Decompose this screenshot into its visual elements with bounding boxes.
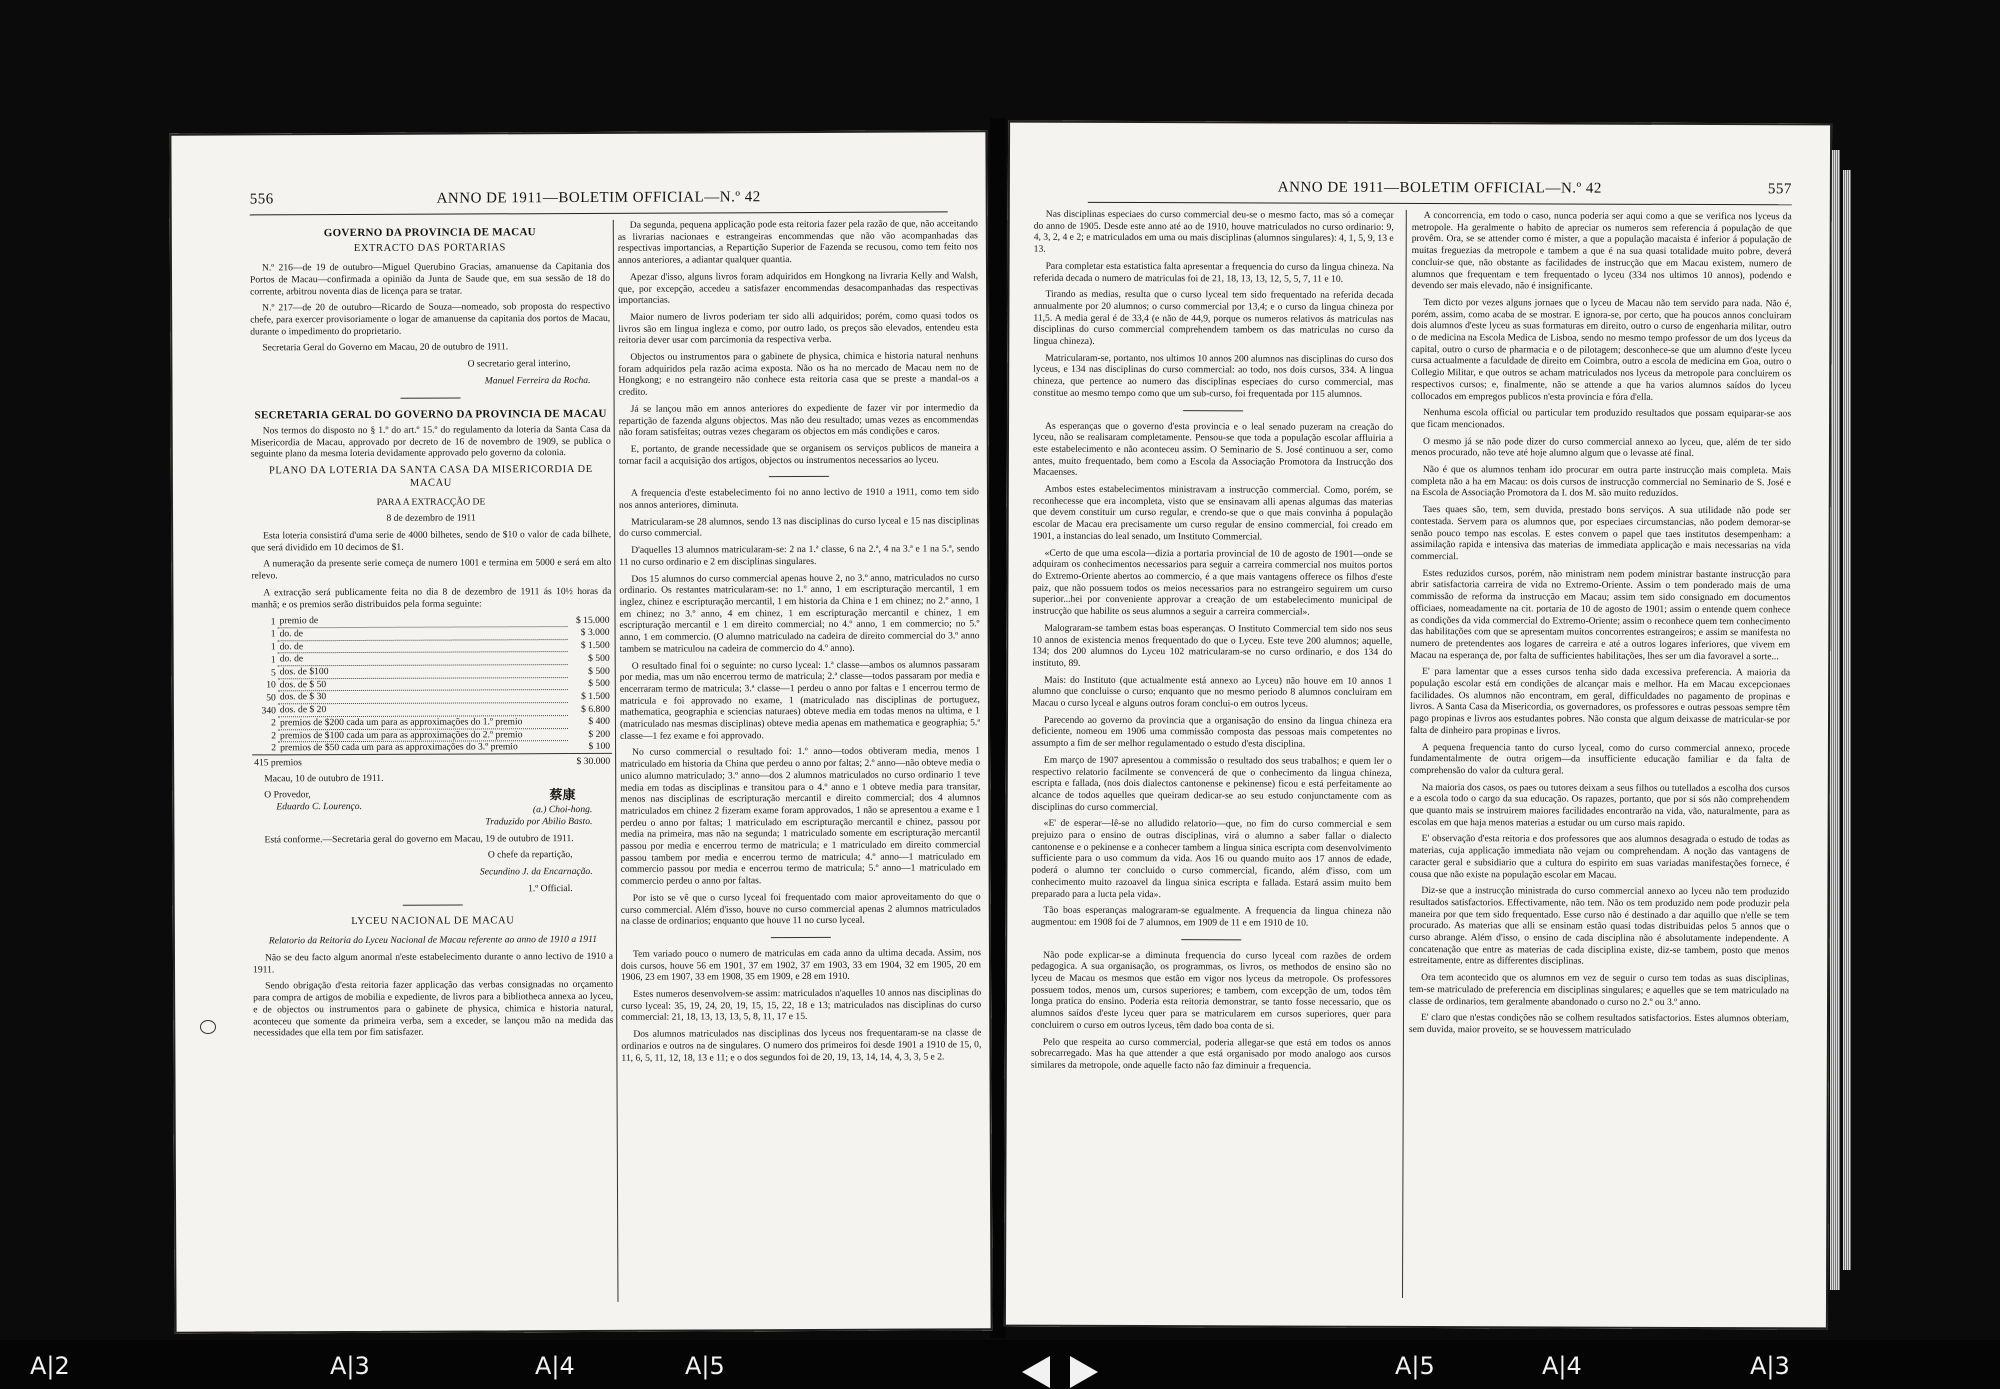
translator-line: Traduzido por Abilio Basto. [485, 815, 593, 828]
prize-description: dos. de $ 20 [278, 703, 568, 717]
prize-qty: 1 [270, 641, 276, 653]
paragraph: A extracção será publicamente feita no dia 8 de dezembro de 1911 ás 10½ horas da manhã; e os premios serão distribuidos pela forma seguinte: [251, 585, 612, 610]
paragraph: Nas disciplinas especiaes do curso commercial deu-se o mesmo facto, mas só a começar do anno de 1905. Desde este anno até ao de 1910, houve matriculados no curso ordinario: 9, 4, 3, 2, 4 e 2; e matriculados em uma ou mais disciplinas (alumnos singulares): 4, 1, 5, 9, 13 e 13. [1033, 208, 1394, 255]
paragraph: Mais: do Instituto (que actualmente está annexo ao Lyceu) não houve em 10 annos 1 alumno que concluisse o curso; enquanto que no mesmo periodo 8 alumnos concluiram em Macau o curso lyceal e alguns outros foram conclui-o em outros lyceus. [1032, 674, 1393, 710]
prize-amount: $ 3.000 [580, 627, 610, 639]
page-edges [1830, 150, 1840, 1290]
right-page [1004, 121, 1832, 1330]
prize-qty: 1 [270, 654, 276, 666]
prize-amount: $ 1.500 [580, 640, 610, 652]
section-title: SECRETARIA GERAL DO GOVERNO DA PROVINCIA DE MACAU [254, 407, 607, 421]
paragraph: «Certo de que uma escola—dizia a portaria provincial de 10 de agosto de 1901—onde se adquiram os conhecimentos necessarios para seguir a carreira commercial nos muitos portos do Extremo-Oriente abertos ao commercio, é a que mais vantagens offerece os filhos d'este paiz, que não possuem todos os meios necessarios para no estrangeiro seguirem um curso superior...hei por conveniente approvar a creação de um estabelecimento municipal de instrucção que habilite os seus alumnos a seguir a carreira commercial». [1032, 547, 1393, 618]
prize-description: premio de [277, 614, 567, 627]
portaria-216: N.º 216—de 19 de outubro—Miguel Querubino Gracias, amanuense da Capitania dos Portos de Macau—confirmada a opinião da Junta de Saude que, em sua sessão de 18 do corrente, arbitrou noventa dias de licença para se tratar. [249, 261, 611, 298]
paragraph: Dos alumnos matriculados nas disciplinas dos lyceus nos frequentaram-se na classe de ordinarios e outros na de singulares. O numero dos primeiros foi desde 1901 a 1910 de 15, 0, 11, 6, 5, 11, 12, 18, 13 e 11; e o dos segundos foi de 20, 19, 13, 14, 14, 4, 3, 3, 5 e 2. [621, 1027, 982, 1064]
prize-description: premios de $200 cada um para as approximações do 1.º premio [278, 715, 568, 729]
paragraph: A frequencia d'este estabelecimento foi no anno lectivo de 1910 a 1911, como tem sido nos annos anteriores, diminuta. [618, 486, 979, 511]
frame-mark: A|3 [1750, 1352, 1790, 1380]
signature-name: Eduardo C. Lourenço. [276, 801, 362, 813]
right-column-2 [1408, 210, 1792, 1299]
signature-name: Secundino J. da Encarnação. [479, 866, 593, 878]
paragraph: Nenhuma escola official ou particular tem produzido resultados que possam equiparar-se aos que ficam mencionados. [1411, 407, 1792, 431]
frame-mark: A|5 [1395, 1352, 1435, 1380]
paragraph: E' claro que n'estas condições não se colhem resultados satisfactorios. Estes alumnos obteriam, sem duvida, maior proveito, se se houvessem matriculado [1408, 1012, 1789, 1036]
prize-description: dos. de $ 30 [278, 690, 568, 704]
paragraph: Para completar esta estatistica falta apresentar a frequencia do curso da lingua chineza. Na referida decada o numero de matriculas foi de 21, 18, 13, 13, 12, 5, 5, 7, 11 e 10. [1033, 260, 1394, 285]
prize-qty: 50 [266, 692, 276, 704]
paragraph: Objectos ou instrumentos para o gabinete de physica, chimica e historia natural nenhuns foram adquiridos pela razão acima exposta. Não os ha no mercado de Macau nem no de Hongkong; e no estrangeiro não conhece esta reitoria casa que se preste a mandal-os a credito. [618, 350, 979, 398]
frame-mark: A|3 [330, 1352, 370, 1380]
left-column-2 [618, 218, 983, 1302]
prize-qty: 1 [270, 616, 276, 628]
paragraph: A concorrencia, em todo o caso, nunca poderia ser aqui como a que se verifica nos lyceus da metropole. Ha geralmente o habito de apreciar os numeros sem referencia á população de que provêm. Ora, se se attender como é mister, a que a população macaista é inferior á população de muitas freguezias da metropole e tambem a que é na sua quasi totalidade muito pobre, deverá concluir-se que, não obstante as facilidades de instrucção que em Macau existem, numero de alumnos que frequentam e tem frequentado o lyceu (334 nos ultimos 10 annos), podendo e devendo ser mais elevado, não é insignificante. [1411, 210, 1792, 292]
paragraph: «E' de esperar—lê-se no alludido relatorio—que, no fim do curso commercial e sem prejuizo para o ensino de outras disciplinas, virá o alumno a saber fallar o dialecto cantonense e o pekinense e a conhecer tambem a lingua sinica escripta com desenvolvimento sufficiente para o uso commum da vida. Aos 16 ou quando muito aos 17 annos de edade, poderá o alumno ter concluido o curso commercial, ficando, além d'isso, com um conhecimento muito razoavel da lingua sinica escripta e fallada. Estará assim muito bem preparado para a lucta pela vida». [1031, 818, 1392, 900]
prize-total-amount: $ 30.000 [568, 753, 612, 767]
paragraph: Matricularam-se 28 alumnos, sendo 13 nas disciplinas do curso lyceal e 15 nas disciplinas do curso commercial. [619, 515, 980, 540]
paragraph: Malograram-se tambem estas boas esperanças. O Instituto Commercial tem sido nos seus 10 annos de existencia menos frequentado do que o Lyceu. Este teve 200 alumnos; aquelle, 134; dos 200 alumnos do Lyceu 102 matricularam-se no curso ordinario, e dos 134 do instituto, 89. [1032, 622, 1393, 669]
right-column-1 [1030, 209, 1394, 1298]
paragraph: Tirando as medias, resulta que o curso lyceal tem sido frequentado na referida decada annualmente por 20 alumnos; o curso commercial por 13,4; e o curso da lingua chineza por 11,5. A media geral é de 33,4 (e não de 44,9, porque os numeros relativos ás matriculas nas disciplinas do curso commercial comprehendem tambem os das matriculas no curso da lingua chineza). [1033, 288, 1394, 347]
prize-total-row [252, 753, 612, 769]
prize-amount: $ 200 [588, 728, 611, 741]
paragraph: Está conforme.—Secretaria geral do governo em Macau, 19 de outubro de 1911. [264, 832, 574, 846]
signature-name: Manuel Ferreira da Rocha. [484, 374, 591, 387]
column-rule [1402, 210, 1407, 1298]
prize-qty: 2 [271, 742, 277, 754]
paragraph: Na maioria dos casos, os paes ou tutores deixam a seus filhos ou tutellados a escolha dos cursos e a escola todo o cargo da sua educação. Os rapazes, portanto, que por si sós não comprehendem que quanto mais se instruirem maiores facilidades encontrarão na vida, vão, naturalmente, para as escolas em que haja menos materias a estudar ou um curso mais rapido. [1409, 781, 1790, 829]
signature-title: O Provedor, [264, 789, 311, 801]
plan-date: 8 de dezembro de 1911 [386, 512, 476, 525]
running-header [1088, 179, 1792, 205]
divider [1181, 939, 1241, 940]
signature-block [252, 788, 612, 817]
prize-table [251, 614, 612, 769]
divider [401, 397, 461, 398]
paragraph: Ambos estes estabelecimentos ministravam a instrucção commercial. Como, porém, se reconhecesse que era incompleta, visto que se ensinavam alli apenas algumas das materias que devem constituir um curso regular, e crendo-se que o que mais convinha á população escolar de Macau era precisamente um curso regular de ensino commercial, foi creado em 1901, a instancias do leal senado, um Instituto Commercial. [1032, 483, 1393, 543]
paragraph: E, portanto, de grande necessidade que se organisem os serviços publicos de maneira a tornar facil a acquisição dos artigos, objectos ou instrumentos necessarios ao lyceu. [618, 442, 979, 467]
paragraph: E' para lamentar que a esses cursos tenha sido dada excessiva preferencia. A maioria da população escolar está em condições de alcançar mais e melhor. Ha em Macau excepcionaes facilidades. Os alumnos não encontram, em geral, difficuldades no pagamento de propinas e livros. A Santa Casa da Misericordia, os governadores, os professores e outras pessoas sempre têm pago propinas e livros aos estudantes pobres. Não consta que algum deixasse de matricular-se por falta de dinheiro para propinas e livros. [1409, 666, 1791, 737]
signature-title: O secretario geral interino, [467, 358, 571, 370]
prize-description: do. de [278, 639, 568, 653]
prize-description: do. de [278, 627, 568, 641]
page-number: 556 [249, 191, 274, 208]
paragraph: Não é que os alumnos tenham ido procurar em outra parte instrucção mais completa. Mais completa não a ha em Macau: os dois cursos de instrucção commercial no Seminario de S. José e na Escola de Associação Promotora da I. dos M. são muito reduzidos. [1410, 464, 1791, 500]
prize-qty: 2 [271, 730, 277, 742]
paragraph: Tão boas esperanças malograram-se egualmente. A frequencia da lingua chineza não augmentou: em 1908 foi de 7 alumnos, em 1909 de 11 e em 1910 de 10. [1031, 904, 1392, 929]
prize-qty: 340 [261, 705, 276, 717]
paragraph: Não se deu facto algum anormal n'este estabelecimento durante o anno lectivo de 1910 a 1911. [253, 950, 614, 976]
header-title: ANNO DE 1911—BOLETIM OFFICIAL—N.º 42 [436, 189, 761, 207]
prize-description: dos. de $100 [278, 665, 568, 679]
running-header [250, 188, 948, 215]
prize-description: premios de $50 cada um para as approximações do 3.º premio [278, 741, 568, 755]
paragraph: Nos termos do disposto no § 1.º do art.º 15.º do regulamento da loteria da Santa Casa da Misericordia de Macau, approvado por decreto de 16 de novembro de 1909, se publica o seguinte plano da mesma loteria devidamente approvado pelo governo da colonia. [250, 423, 611, 460]
left-page [169, 130, 992, 1334]
paragraph: Tem dicto por vezes alguns jornaes que o lyceu de Macau não tem servido para nada. Não é, porém, assim, como acaba de se mostrar. E ignora-se, por certo, que ha poucos annos concluiram dois alumnos d'este lyceu as suas formaturas em direito, outro o curso de engenharia militar, outro o de medicina na Escola Medica de Lisboa, sendo no mesmo tempo professor de um dos lyceus da capital, outro o curso de pharmacia e o de pilotagem; desconhece-se que um alumno d'este lyceu cursa actualmente a faculdade de direito em Coimbra, outro a escola de medicina em Goa, outro o Collegio Militar, e que outros se acham matriculados nos lyceus da metropole para concluirem os respectivos cursos; e, finalmente, não se attende a que ha varios alumnos saídos do lyceu collocados em empregos publicos n'esta provincia e fóra d'ella. [1411, 296, 1792, 403]
signature-role: 1.º Official. [528, 882, 573, 895]
paragraph: Não pode explicar-se a diminuta frequencia do curso lyceal com razões de ordem pedagogica. A sua organisação, os programmas, os livros, os methodos de ensino são no lyceu de Macau os mesmos que estão em vigor nos lyceus da metropole. Os professores possuem todos, menos um, cursos superiores; e tambem, com excepção de um, todos têm longa pratica do ensino. Poderia esta reitoria demonstrar, se tanto fosse necessario, que os alumnos saídos d'este lyceu quer para se matricularem em cursos superiores, quer para concluirem o curso em outros lyceus, têm dado boa conta de si. [1030, 949, 1392, 1032]
paragraph: Parecendo ao governo da provincia que a organisação do ensino da lingua chineza era deficiente, nomeou em 1906 uma commissão composta das pessoas mais competentes no assumpto a fim de ser melhor regulamentado o estudo d'esta disciplina. [1031, 714, 1393, 750]
divider [1183, 410, 1243, 411]
prize-qty: 1 [270, 628, 276, 640]
frame-mark: A|4 [535, 1352, 575, 1380]
prize-total-label: 415 premios [252, 754, 568, 770]
paragraph: Ora tem acontecido que os alumnos em vez de seguir o curso tem todas as suas disciplinas, tem-se matriculado de preferencia em disciplinas singulares; e aquelles que se tem matriculado na classe de ordinarios, tem geralmente abandonado o curso no 2.º ou 3.º anno. [1409, 972, 1790, 1008]
chinese-signature-romanized: (a.) Choi-hong. [532, 804, 593, 816]
left-column-1 [250, 220, 615, 1304]
paragraph: Maior numero de livros poderiam ter sido alli adquiridos; porém, como quasi todos os livros são em lingua ingleza e como, por outro lado, os preços são elevados, entendeu esta reitoria dever usar com parcimonia da respectiva verba. [618, 310, 979, 347]
prize-amount: $ 500 [588, 652, 610, 664]
microfilm-strip [0, 1340, 2000, 1389]
prize-amount: $ 6.800 [581, 703, 610, 715]
prize-amount: $ 500 [588, 665, 610, 677]
prize-amount: $ 1.500 [581, 690, 610, 702]
prize-amount: $ 15.000 [575, 614, 610, 626]
plan-title: PLANO DA LOTERIA DA SANTA CASA DA MISERICORDIA DE MACAU [268, 463, 593, 489]
prize-description: dos. de $ 50 [278, 677, 568, 691]
paragraph: Já se lançou mão em annos anteriores do expediente de fazer vir por intermedio da repartição de fazenda alguns objectos. Mas não deu resultado; umas vezes as encommendas não foram satisfeitas; outras vezes chegaram os objectos em más condições e caros. [618, 402, 979, 439]
section-subtitle: Relatorio da Reitoria do Lyceu Nacional de Macau referente ao anno de 1910 a 1911 [268, 934, 598, 947]
paragraph: Por isto se vê que o curso lyceal foi frequentado com maior aproveitamento do que o curso commercial. Além d'isso, houve no curso commercial apenas 2 alumnos matriculados na classe de ordinarios; enquanto que houve 11 no curso lyceal. [620, 891, 981, 928]
frame-arrow-left-icon [1022, 1356, 1050, 1388]
portaria-217: N.º 217—de 20 de outubro—Ricardo de Souza—nomeado, sob proposta do respectivo chefe, para exercer provisoriamente o logar de amanuense da capitania dos portos de Macau, durante o impedimento do proprietario. [250, 301, 611, 338]
chinese-signature: 蔡康 [549, 788, 576, 804]
prize-amount: $ 500 [588, 678, 610, 690]
prize-amount: $ 400 [588, 716, 610, 728]
section-title: GOVERNO DA PROVINCIA DE MACAU [323, 226, 536, 240]
prize-description: do. de [278, 652, 568, 666]
paragraph: Em março de 1907 apresentou a commissão o resultado dos seus trabalhos; e quem ler o respectivo relatorio facilmente se convencerá de que o conhecimento da lingua chineza, escripta e fallada, (nos dois dialectos cantonense e pekinense) ficou e está perfeitamente ao alcance de todos aquelles que queiram dedicar-se ao seu estudo conjunctamente com as disciplinas do curso commercial. [1031, 754, 1392, 813]
paragraph: E' observação d'esta reitoria e dos professores que aos alumnos desagrada o estudo de todas as materias, cuja applicação immediata não vejam ou comprehendam. A noção das vantagens de caracter geral e subsidiario que a cultura do espirito em suas variadas manifestações fornece, é cousa que não existe na população escolar em Macau. [1409, 833, 1790, 881]
section-subtitle: EXTRACTO DAS PORTARIAS [353, 242, 506, 255]
paragraph: Da segunda, pequena applicação pode esta reitoria fazer pela razão de que, não acceitando as livrarias nacionaes e estrangeiras encommendas que não vão acompanhadas das respectivas importancias, a Repartição Superior de Fazenda se recusou, como tem feito nos annos anteriores, a adiantar qualquer quantia. [617, 218, 978, 266]
paragraph: Dos 15 alumnos do curso commercial apenas houve 2, no 3.º anno, matriculados no curso ordinario. Os restantes matricularam-se: no 1.º anno, 1 em escripturação mercantil, 1 em inglez, chinez e escripturação mercantil, 1 em historia da China e 1 em chinez; no 2.º anno, 1 em chinez; no 3.º anno, 4 em chinez, 1 em escripturação mercantil e chinez, 1 em escripturação mercantil e 1 em direito commercial; no 4.º anno, 1 em commercio; no 5.º anno, 1 em commercio. (O alumno matriculado na cadeira de direito commercial do 3.º anno tambem se matriculou na cadeira de commercio do 4.º anno). [619, 571, 980, 655]
paragraph: Sendo obrigação d'esta reitoria fazer applicação das verbas consignadas no orçamento para compra de artigos de mobilia e expediente, de livros para a bibliotheca annexa ao lyceu, e de objectos ou instrumentos para o gabinete de physica, chimica e historia natural, aconteceu que somente da primeira verba, sem a exceder, se lançou mão na medida das necessidades que ella tem por fim satisfazer. [253, 979, 614, 1039]
paragraph: Esta loteria consistirá d'uma serie de 4000 bilhetes, sendo de $10 o valor de cada bilhete, que será dividido em 10 decimos de $1. [251, 528, 612, 554]
paragraph: Taes quaes são, tem, sem duvida, prestado bons serviços. A sua utilidade não pode ser contestada. Servem para os alumnos que, por especiaes circumstancias, não podem demorar-se senão pouco tempo nas escolas. E estes convem o papel que taes institutos desempenham: a assimilação rapida e intensiva das materias de immediata applicação e mais necessarias na vida commercial. [1410, 504, 1791, 563]
prize-qty: 5 [270, 666, 276, 678]
prize-qty: 2 [271, 717, 276, 729]
frame-mark: A|5 [685, 1352, 725, 1380]
paragraph: Apezar d'isso, alguns livros foram adquiridos em Hongkong na livraria Kelly and Walsh, que, por excepção, accedeu a satisfazer encommendas desacompanhadas das respectivas importancias. [618, 270, 979, 307]
section-title: LYCEU NACIONAL DE MACAU [351, 915, 515, 928]
page-edges-outer [1843, 170, 1851, 1270]
paragraph: A pequena frequencia tanto do curso lyceal, como do curso commercial annexo, procede fundamentalmente de outra origem—da insufficiente educação familiar e da falta de comprehensão do valor da cultura geral. [1409, 741, 1790, 777]
divider [769, 476, 829, 477]
paragraph: D'aquelles 13 alumnos matricularam-se: 2 na 1.ª classe, 6 na 2.ª, 4 na 3.ª e 1 na 5.ª, sendo 11 no curso ordinario e 2 em disciplinas singulares. [619, 543, 980, 568]
dateline: Macau, 10 de outubro de 1911. [264, 772, 384, 785]
paragraph: No curso commercial o resultado foi: 1.º anno—todos obtiveram media, menos 1 matriculado em historia da China que perdeu o anno por faltas; 2.º anno—não obteve media o unico alumno matriculado; 3.º anno—dos 2 alumnos matriculados no curso ordinario 1 teve media em todas as disciplinas e transitou para o 4.º anno e 1 obteve media para transitar, menos nas disciplinas de escripturação mercantil e direito commercial; dos 4 alumnos matriculados em chinez 2 fizeram exame foram approvados, 1 não se apresentou a exame e 1 perdeu o anno por faltas; 1 matriculado em escripturação mercantil e chinez, passou por media na primeira, mas não na segunda; 1 matriculado somente em escripturação mercantil passou por media e encerrou termo de matricula; e 1 matriculado em direito commercial passou tambem por media e encerrou termo de matricula; 4.º anno—1 matriculado em commercio passou por media e encerrou termo de matricula; 5.º anno—1 matriculado em commercio perdeu o anno por faltas. [620, 745, 981, 887]
prize-amount: $ 100 [588, 741, 611, 753]
dateline: Secretaria Geral do Governo em Macau, 20 de outubro de 1911. [262, 341, 509, 354]
paragraph: Estes numeros desenvolvem-se assim: matriculados n'aquelles 10 annos nas disciplinas do curso lyceal: 35, 19, 24, 20, 19, 15, 15, 22, 18 e 13; matriculados nas disciplinas do curso commercial: 21, 18, 13, 13, 13, 5, 8, 11, 17 e 15. [621, 987, 982, 1024]
divider [771, 937, 831, 938]
ink-smudge [200, 1020, 216, 1034]
frame-mark: A|2 [30, 1352, 70, 1380]
paragraph: O resultado final foi o seguinte: no curso lyceal: 1.ª classe—ambos os alumnos passaram por media, mas um não encerrou termo de matricula; 2.ª classe—todos passaram por media e encerraram termo de matricula; 3.ª classe—1 perdeu o anno por faltas e 1 encerrou termo de matricula e foi approvado no exame, 1 (matriculado nas disciplinas de portuguez, mathematica, geographia e sciencias naturaes) obteve media em todas menos na ultima, e 1 (matriculado nas mesmas disciplinas) obteve media apenas em mathematica e geographia; 5.ª classe—1 fez exame e foi approvado. [619, 658, 980, 742]
page-number: 557 [1767, 181, 1792, 198]
paragraph: A numeração da presente serie começa de numero 1001 e termina em 5000 e será em alto relevo. [251, 557, 612, 582]
divider [403, 905, 463, 906]
frame-mark: A|4 [1542, 1352, 1582, 1380]
prize-qty: 10 [266, 679, 276, 691]
paragraph: O mesmo já se não pode dizer do curso commercial annexo ao lyceu, que, além de ter sido menos procurado, não teve até hoje alumno algum que o levasse até final. [1410, 435, 1792, 460]
paragraph: As esperanças que o governo d'esta provincia e o leal senado puzeram na creação do lyceu, não se realisaram completamente. Pensou-se que toda a população escolar affluiria a este estabelecimento e não aconteceu assim. O Seminario de S. José continuou a ser, como antes, muito frequentado, bem como a Escola da Associação Promotora da Instrucção dos Macaenses. [1032, 420, 1394, 479]
signature-title: O chefe da repartição, [487, 849, 573, 861]
paragraph: Pelo que respeita ao curso commercial, poderia allegar-se que está em todos os annos sobrecarregado. Mas ha que attender a que está organisado por modo analogo aos cursos similares da metropole, onde aquelle facto não faz diminuir a frequencia. [1030, 1036, 1391, 1072]
frame-arrow-right-icon [1070, 1356, 1098, 1388]
paragraph: Tem variado pouco o numero de matriculas em cada anno da ultima decada. Assim, nos dois cursos, houve 56 em 1901, 37 em 1902, 37 em 1903, 33 em 1904, 32 em 1905, 20 em 1906, 23 em 1907, 33 em 1908, 35 em 1909, e 28 em 1910. [620, 947, 982, 984]
header-title: ANNO DE 1911—BOLETIM OFFICIAL—N.º 42 [1277, 179, 1602, 197]
paragraph: Estes reduzidos cursos, porém, não ministram nem podem ministrar bastante instrucção para abrir satisfactoria carreira de vida no Extremo-Oriente. Assim o tem ponderado mais de uma commissão de reforma da instrucção em Macau; assim tem sido consignado em documentos officiaes, nomeadamente na cit. portaria de 10 de agosto de 1901; assim o entende quem conhece as condições da vida commercial do Extremo-Oriente; assim o reconhece quem tem conhecimento das habilitações com que se apresentam muitos concorrentes estrangeiros; e assim se manifesta no numero de pretendentes aos logares de carreira e até a outros logares inferiores, que vivem em Macau na esperança de, por falta de sufficientes habilitações, lhes ser um dia favoravel a sorte... [1410, 567, 1791, 662]
prize-description: premios de $100 cada um para as approximações do 2.º premio [278, 728, 568, 742]
plan-subtitle: PARA A EXTRACÇÃO DE [376, 496, 486, 508]
paragraph: Diz-se que a instrucção ministrada do curso commercial annexo ao lyceu não tem produzido resultados satisfactorios. Effectivamente, não tem. Não os tem produzido nem pode produzir pela maneira por que tem sido frequentado. Esse curso não é destinado a dar aquillo que n'elle se tem procurado. As materias que alli se ensinam estão quasi todas distribuidas pelos 5 annos que o curso abrange. Além d'isso, o ensino de cada disciplina não é absolutamente independente. A concatenação que entre as materias de cada disciplina existe, diz-se tambem, posto que menos estreitamente, entre as differentes disciplinas. [1409, 885, 1790, 968]
paragraph: Matricularam-se, portanto, nos ultimos 10 annos 200 alumnos nas disciplinas do curso dos lyceus, e 134 nas disciplinas do curso commercial: ao todo, nos dois cursos, 334. A lingua chineza, que pertence ao numero das disciplinas especiaes do curso commercial, mas constitue ao mesmo tempo como que um sub-curso, foi frequentada por 115 alumnos. [1033, 352, 1394, 400]
